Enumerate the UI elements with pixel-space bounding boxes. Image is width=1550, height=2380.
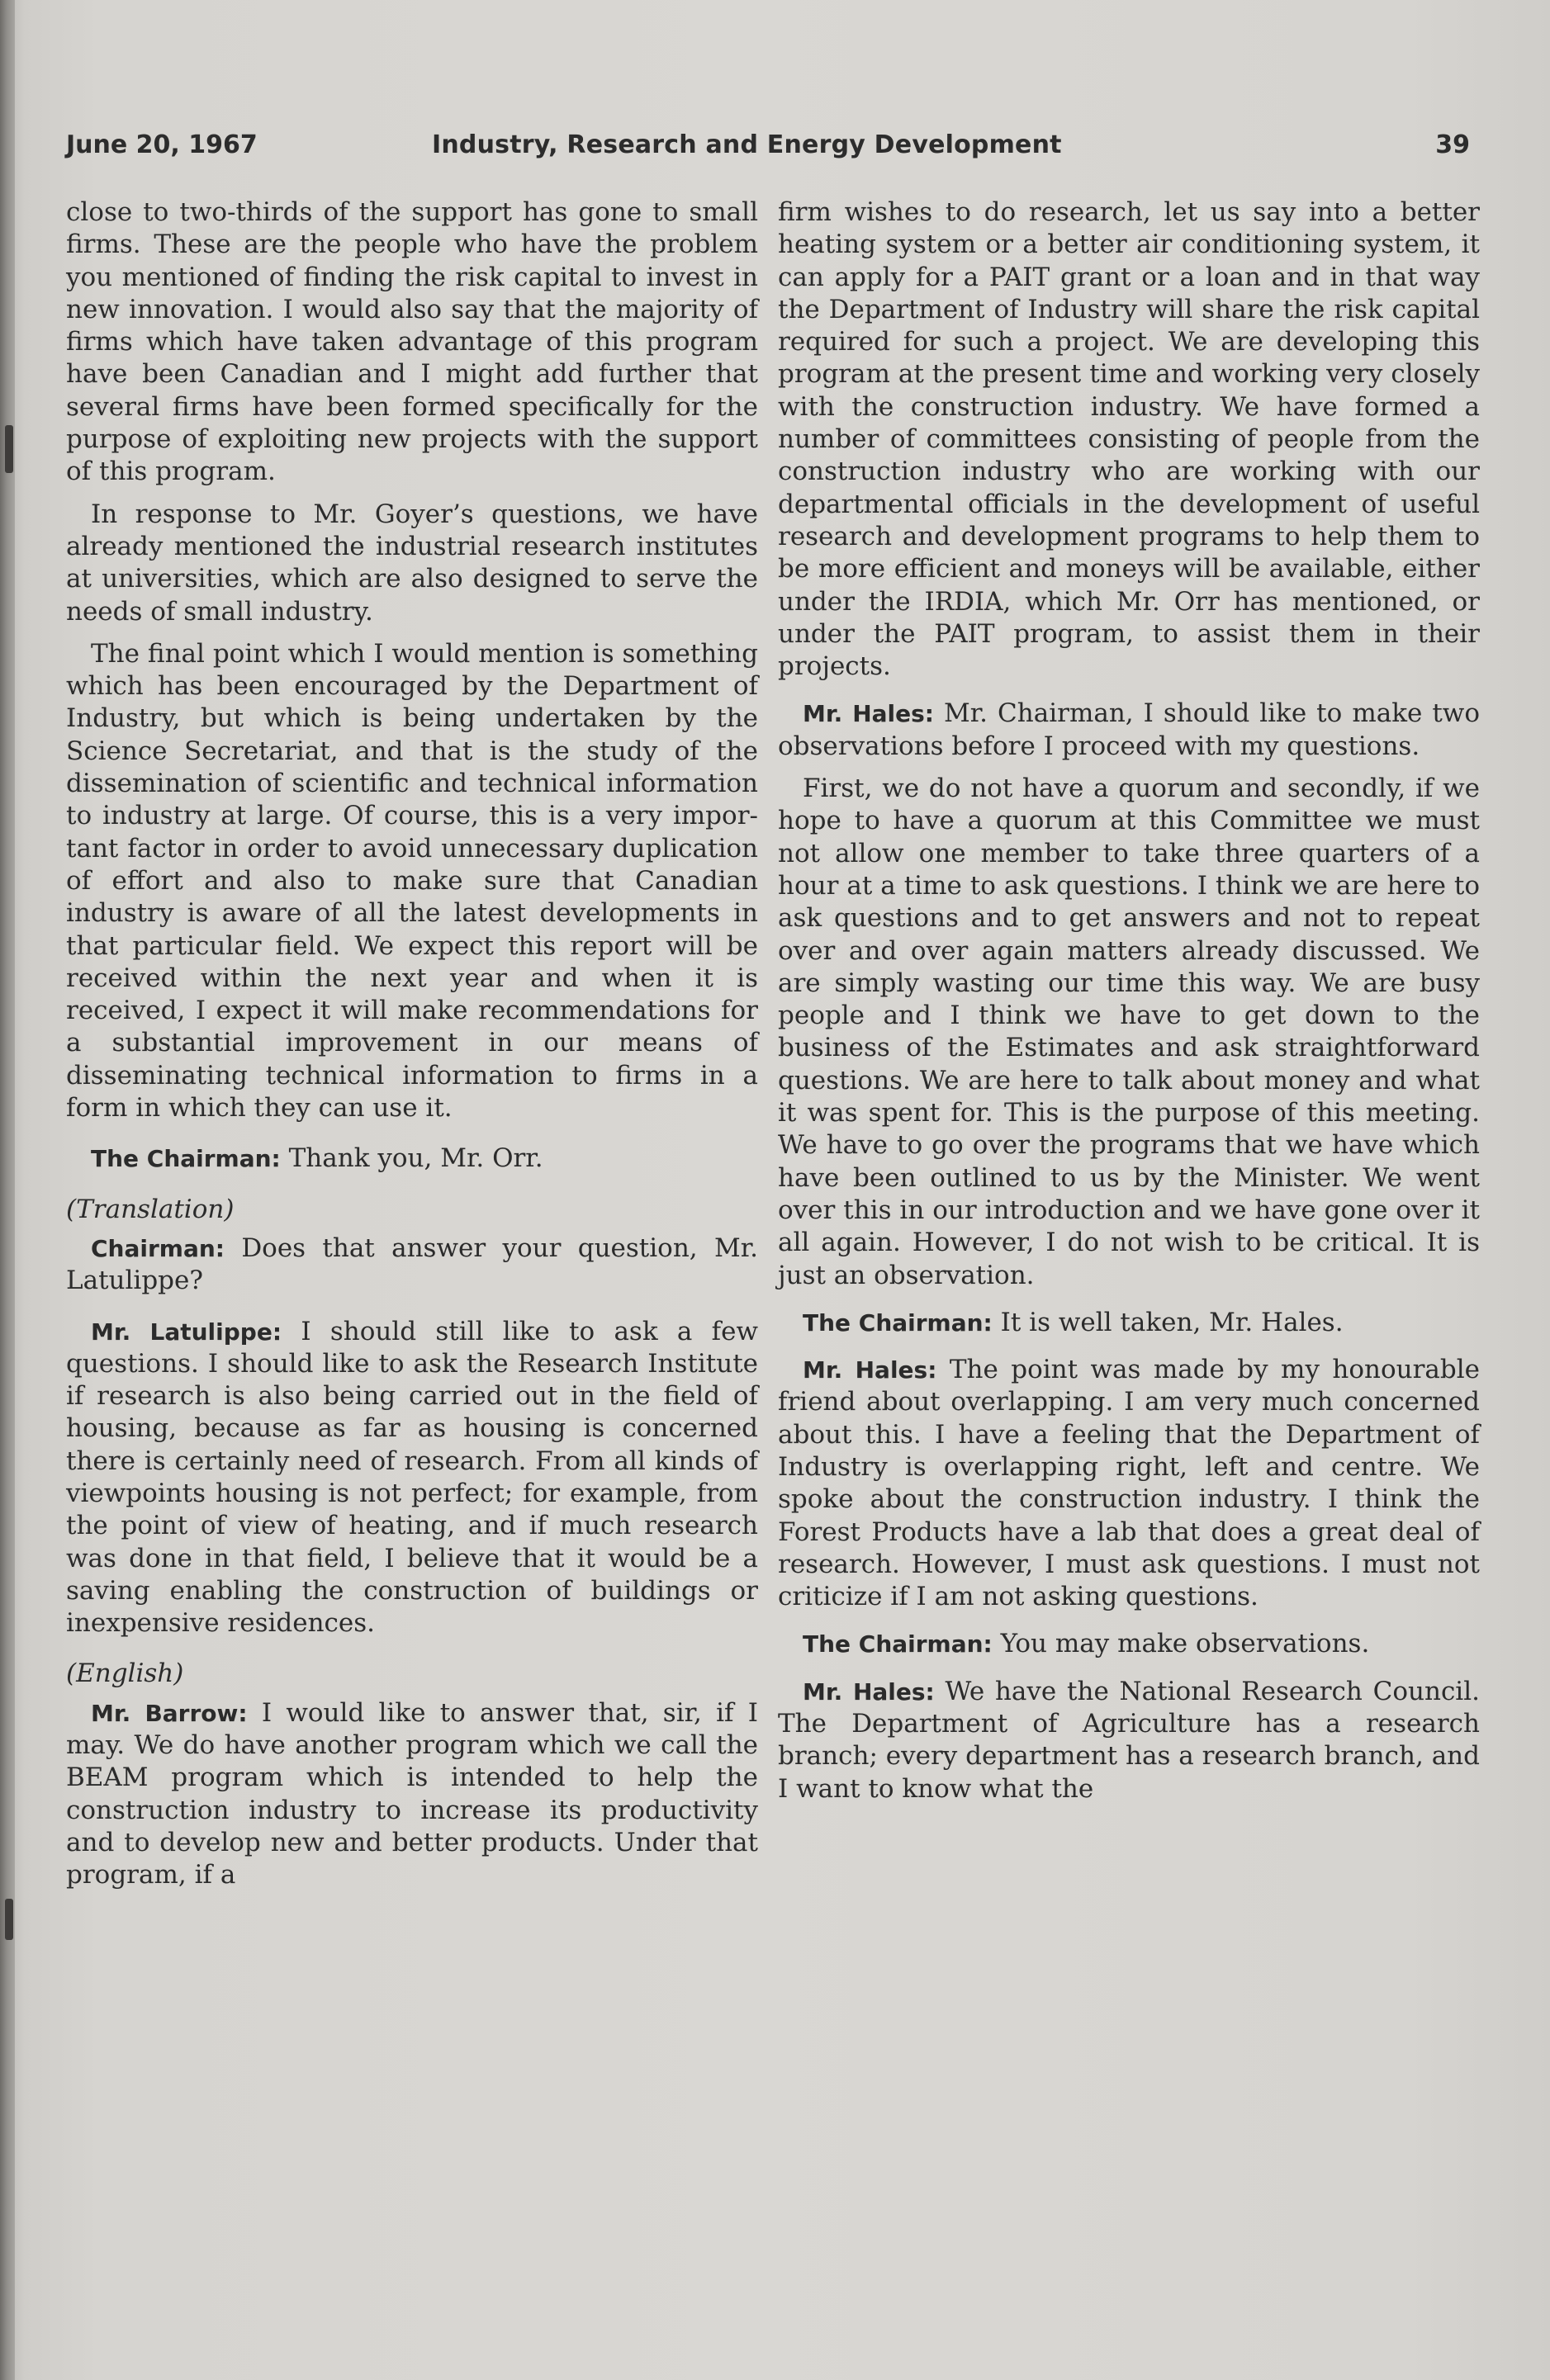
speech-paragraph — [778, 698, 1480, 763]
header-title: Industry, Research and Energy Development — [432, 130, 1062, 159]
running-header — [66, 130, 1470, 167]
paragraph: The final point which I would mention is something which has been encouraged by the Department of Industry, but which is being undertaken by the Science Secretariat, and that is the study of the dissemination of scientific and technical information to industry at large. Of course, this is a very important factor in order to avoid unnecessary duplication of effort and also to make sure that Canadian industry is aware of all the latest developments in that particular field. We expect this report will be received within the next year and when it is received, I expect it will make recommendations for a substantial improvement in our means of disseminating technical information to firms in a form in which they can use it. — [66, 638, 758, 1124]
page-number: 39 — [1435, 130, 1470, 159]
paragraph: First, we do not have a quorum and secondly, if we hope to have a quorum at this Committee we must not allow one member to take three quarters of a hour at a time to ask questions. I think we are here to ask questions and to get answers and not to repeat over and over again matters already discussed. We are simply wasting our time this way. We are busy people and I think we have to get down to the business of the Estimates and ask straightforward questions. We are here to talk about money and what it was spent for. This is the purpose of this meeting. We have to go over the programs that we have which have been outlined to us by the Minister. We went over this in our introduction and we have gone over it all again. However, I do not wish to be critical. It is just an observation. — [778, 774, 1480, 1290]
speaker-label: Mr. Hales: — [803, 1677, 935, 1706]
speech-paragraph — [778, 1628, 1480, 1660]
speech-text: You may make observations. — [1000, 1629, 1370, 1659]
speech-text: I should still like to ask a few questions. I should like to ask the Research Institute if research is also being carried out in the field of housing, because as far as housing is concerned there is certainly need of research. From all kinds of viewpoints housing is not perfect; for example, from the point of view of heating, and if much research was done in that field, I believe that it would be a saving enabling the construction of buildings or inexpensive residences. — [66, 1316, 759, 1639]
speech-paragraph — [778, 1354, 1480, 1613]
page-binding-edge — [0, 0, 15, 2380]
speech-paragraph — [66, 1316, 758, 1640]
speaker-label: The Chairman: — [91, 1145, 281, 1173]
paragraph: close to two-thirds of the support has gone to small firms. These are the people who have the problem you mentioned of finding the risk capital to invest in new innovation. I would also say that the majority of firms which have taken advantage of this program have been Canadian and I might add further that several firms have been formed specifically for the purpose of exploiting new projects with the support of this program. — [66, 197, 758, 487]
speech-paragraph — [66, 1697, 758, 1892]
right-column — [778, 196, 1480, 1815]
speaker-label: Mr. Hales: — [803, 1356, 937, 1384]
speech-text: Thank you, Mr. Orr. — [288, 1143, 543, 1174]
translation-note: (Translation) — [66, 1194, 235, 1224]
binding-mark-upper — [5, 425, 13, 473]
speaker-label: Mr. Barrow: — [91, 1699, 248, 1727]
speech-text: The point was made by my honourable friend about overlapping. I am very much concerned about this. I have a feeling that the Department of Industry is overlapping right, left and centre. We spoke about the construction industry. I think the Forest Products have a lab that does a great deal of research. However, I must ask questions. I must not criticize if I am not asking questions. — [778, 1355, 1481, 1612]
speaker-label: The Chairman: — [803, 1630, 993, 1658]
speaker-label: Mr. Hales: — [803, 700, 935, 728]
paragraph: In response to Mr. Goyer’s questions, we have already mentioned the industrial research institutes at universities, which are also designed to serve the needs of small industry. — [66, 499, 758, 627]
speech-text: Does that answer your question, Mr. Latulippe? — [66, 1233, 758, 1296]
speech-text: I would like to answer that, sir, if I may. We do have another program which we call the BEAM program which is intended to help the construction industry to increase its productivity and to develop new and better products. Under that program, if a — [66, 1697, 759, 1890]
speaker-label: Mr. Latulippe: — [91, 1318, 282, 1346]
speech-text: It is well taken, Mr. Hales. — [1000, 1307, 1344, 1337]
speech-paragraph — [66, 1233, 758, 1298]
speech-paragraph — [778, 1307, 1480, 1339]
binding-mark-lower — [5, 1899, 13, 1940]
speech-paragraph — [778, 1676, 1480, 1805]
speech-text: We have the National Research Council. The Department of Agriculture has a research branch; every department has a research branch, and I want to know what the — [778, 1676, 1480, 1804]
language-note: (English) — [66, 1658, 184, 1689]
speaker-label: The Chairman: — [803, 1308, 993, 1337]
paragraph: firm wishes to do research, let us say into a better heating system or a better air conditioning system, it can apply for a PAIT grant or a loan and in that way the Department of Industry will share the risk capital required for such a project. We are developing this program at the present time and working very closely with the construction industry. We have formed a number of committees consisting of people from the construction industry who are working with our departmental officials in the development of useful research and development programs to help them to be more efficient and moneys will be available, either under the IRDIA, which Mr. Orr has mentioned, or under the PAIT program, to assist them in their projects. — [778, 197, 1480, 682]
left-column — [66, 196, 758, 1902]
speech-text: Mr. Chairman, I should like to make two observations before I proceed with my questions. — [778, 698, 1480, 761]
speaker-label: Chairman: — [91, 1234, 225, 1262]
header-date: June 20, 1967 — [66, 130, 258, 159]
speech-paragraph — [66, 1143, 758, 1175]
